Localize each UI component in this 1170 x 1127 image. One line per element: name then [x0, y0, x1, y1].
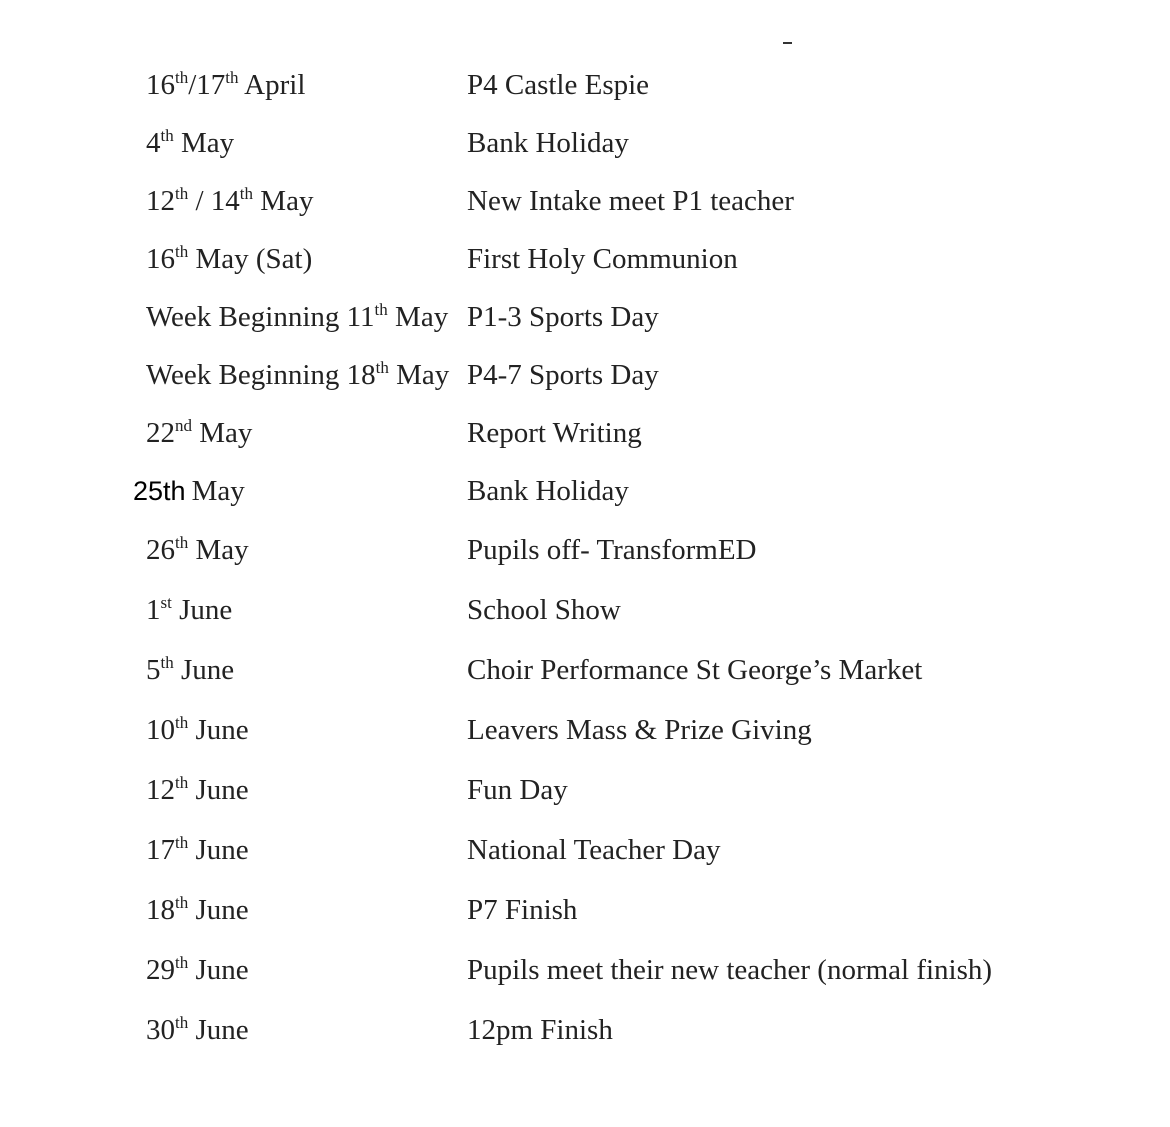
date-day: 29 [146, 954, 175, 986]
event-label: 12pm Finish [467, 1014, 613, 1046]
date-ordinal-suffix: th [375, 358, 389, 377]
date-day: 16 [146, 69, 175, 101]
schedule-row [0, 770, 1170, 810]
date-ordinal-suffix: th [374, 300, 388, 319]
date-day: /17 [188, 69, 226, 101]
event-label: Leavers Mass & Prize Giving [467, 714, 812, 746]
schedule-row [0, 530, 1170, 570]
date-ordinal-suffix: th [225, 68, 239, 87]
date-ordinal-suffix: th [160, 653, 174, 672]
date-label [146, 239, 312, 283]
date-ordinal-suffix: th [175, 68, 189, 87]
event-label: Pupils meet their new teacher (normal finish) [467, 954, 993, 986]
date-label [146, 355, 449, 399]
date-ordinal-suffix: nd [175, 416, 192, 435]
date-label [133, 471, 245, 511]
schedule-row [0, 710, 1170, 750]
date-month: June [188, 774, 249, 806]
date-ordinal-suffix: th [239, 184, 254, 203]
date-label [146, 770, 249, 814]
date-ordinal-suffix: th [175, 773, 189, 792]
event-label: New Intake meet P1 teacher [467, 185, 794, 217]
date-day: / 14 [188, 185, 240, 217]
date-day: 12 [146, 774, 175, 806]
event-label: First Holy Communion [467, 243, 738, 275]
date-day: 22 [146, 417, 175, 449]
event-label: P1-3 Sports Day [467, 301, 659, 333]
schedule-row [0, 355, 1170, 395]
event-label: P4-7 Sports Day [467, 359, 659, 391]
date-day: 17 [146, 834, 175, 866]
stray-dash-mark [783, 42, 792, 44]
date-ordinal-suffix: th [175, 953, 189, 972]
date-month: May [253, 185, 314, 217]
date-label [146, 413, 252, 457]
schedule-row [0, 297, 1170, 337]
date-ordinal-suffix: th [175, 1013, 189, 1032]
event-label: Fun Day [467, 774, 568, 806]
date-month: June [188, 714, 249, 746]
event-label: Pupils off- TransformED [467, 534, 757, 566]
date-day: 10 [146, 714, 175, 746]
date-day: 26 [146, 534, 175, 566]
schedule-row [0, 413, 1170, 453]
event-label: School Show [467, 594, 621, 626]
date-ordinal-suffix: th [175, 242, 189, 261]
date-day: 25th [133, 476, 186, 506]
date-label [146, 297, 448, 341]
date-day: 12 [146, 185, 175, 217]
date-day: 30 [146, 1014, 175, 1046]
event-label: P7 Finish [467, 894, 578, 926]
date-month: April [238, 69, 306, 101]
schedule-row [0, 830, 1170, 870]
date-day: 5 [146, 654, 161, 686]
date-day: Week Beginning 11 [146, 301, 375, 333]
date-ordinal-suffix: th [175, 833, 189, 852]
date-day: 1 [146, 594, 161, 626]
date-month: June [173, 654, 235, 686]
date-label [146, 65, 305, 109]
date-label [146, 950, 249, 994]
schedule-row [0, 471, 1170, 511]
schedule-row [0, 239, 1170, 279]
date-ordinal-suffix: th [160, 126, 174, 145]
date-day: 16 [146, 243, 175, 275]
date-month: May [388, 359, 450, 391]
date-month: June [188, 954, 249, 986]
date-label [146, 890, 249, 934]
date-month: May [173, 127, 235, 159]
date-month: May [188, 534, 249, 566]
schedule-row [0, 65, 1170, 105]
date-ordinal-suffix: th [175, 184, 189, 203]
event-label: Bank Holiday [467, 127, 629, 159]
date-month: June [188, 894, 249, 926]
event-label: National Teacher Day [467, 834, 721, 866]
schedule-row [0, 123, 1170, 163]
date-day: 4 [146, 127, 161, 159]
date-label [146, 590, 232, 634]
date-month: May [387, 301, 449, 333]
date-ordinal-suffix: st [160, 593, 172, 612]
date-month: May (Sat) [188, 243, 313, 275]
event-label: P4 Castle Espie [467, 69, 650, 101]
date-label [146, 830, 249, 874]
date-label [146, 181, 313, 225]
date-label [146, 530, 249, 574]
date-month: June [171, 594, 233, 626]
event-label: Report Writing [467, 417, 642, 449]
date-month: June [188, 1014, 249, 1046]
event-label: Choir Performance St George’s Market [467, 654, 923, 686]
date-month: May [191, 475, 245, 507]
date-day: Week Beginning 18 [146, 359, 376, 391]
date-ordinal-suffix: th [175, 713, 189, 732]
schedule-row [0, 181, 1170, 221]
schedule-row [0, 1010, 1170, 1050]
schedule-row [0, 890, 1170, 930]
date-month: May [192, 417, 253, 449]
schedule-row [0, 590, 1170, 630]
date-label [146, 1010, 249, 1054]
date-label [146, 650, 234, 694]
schedule-row [0, 950, 1170, 990]
event-label: Bank Holiday [467, 475, 629, 507]
date-ordinal-suffix: th [175, 533, 189, 552]
date-month: June [188, 834, 249, 866]
date-day: 18 [146, 894, 175, 926]
date-ordinal-suffix: th [175, 893, 189, 912]
schedule-row [0, 650, 1170, 690]
date-label [146, 123, 234, 167]
date-label [146, 710, 249, 754]
